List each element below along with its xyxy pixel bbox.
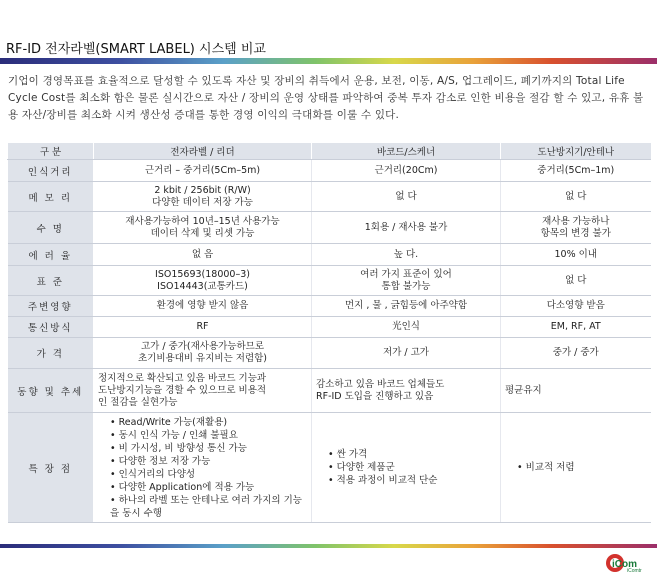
row-label: 인식거리 <box>8 160 94 182</box>
list-item: • 인식거리의 다양성 <box>110 468 307 481</box>
cell-barcode: 光인식 <box>312 317 501 338</box>
table-row <box>8 296 651 317</box>
row-label: 주변영향 <box>8 296 94 317</box>
row-label: 수 명 <box>8 212 94 244</box>
cell-barcode-features <box>312 413 501 523</box>
cell-barcode: 근거리(20Cm) <box>312 160 501 182</box>
row-label: 특 장 점 <box>8 413 94 523</box>
table-row <box>8 160 651 182</box>
list-item: • 하나의 라벨 또는 안테나로 여러 가지의 기능을 동시 수행 <box>110 494 307 520</box>
row-label: 표 준 <box>8 266 94 296</box>
cell-rfid: 재사용가능하여 10년–15년 사용가능 데이터 삭제 및 리셋 가능 <box>94 212 312 244</box>
cell-antitheft: 10% 이내 <box>501 244 651 266</box>
cell-rfid: 근거리 – 중거리(5Cm–5m) <box>94 160 312 182</box>
cell-rfid: 고가 / 중가(재사용가능하므로 초기비용대비 유지비는 저렴함) <box>94 338 312 369</box>
cell-rfid: RF <box>94 317 312 338</box>
table-row <box>8 338 651 369</box>
list-item: • 다양한 제품군 <box>328 461 496 474</box>
cell-rfid: ISO15693(18000–3) ISO14443(교통카드) <box>94 266 312 296</box>
cell-barcode: 없 다 <box>312 182 501 212</box>
intro-paragraph: 기업이 경영목표를 효율적으로 달성할 수 있도록 자산 및 장비의 취득에서 운용, 보전, 이동, A/S, 업그레이드, 폐기까지의 Total Life Cycle Cost를 최소화 함은 물론 실시간으로 자산 / 장비의 운영 상태를 파악하여 중복 투자 감소로 인한 비용을 절감 할 수 있고, 유휴 불용 자산/장비를 최소화 시켜 생산성 증대를 통한 경영 이익의 극대화를 이룰 수 있다. <box>8 75 644 121</box>
table-row <box>8 244 651 266</box>
cell-barcode: 여러 가지 표준이 있어 통합 불가능 <box>312 266 501 296</box>
cell-antitheft: 평균유지 <box>501 369 651 413</box>
cell-rfid: 환경에 영향 받지 않음 <box>94 296 312 317</box>
table-header-row <box>8 143 651 160</box>
comparison-table <box>7 143 651 523</box>
logo-subtext: iComtr <box>627 568 642 574</box>
table-row <box>8 212 651 244</box>
list-item: • 비 가시성, 비 방향성 통신 가능 <box>110 442 307 455</box>
list-item: • 싼 가격 <box>328 448 496 461</box>
table-row <box>8 266 651 296</box>
cell-rfid-features <box>94 413 312 523</box>
cell-antitheft: 중거리(5Cm–1m) <box>501 160 651 182</box>
row-label: 가 격 <box>8 338 94 369</box>
icom-logo <box>605 548 655 574</box>
cell-barcode: 저가 / 고가 <box>312 338 501 369</box>
header-divider-bar <box>0 58 657 64</box>
table-row <box>8 369 651 413</box>
cell-barcode: 감소하고 있음 바코드 업체들도 RF-ID 도입을 진행하고 있음 <box>312 369 501 413</box>
list-item: • 동시 인식 가능 / 인쇄 불필요 <box>110 429 307 442</box>
list-item: • 비교적 저렴 <box>517 461 647 474</box>
row-label: 동향 및 추세 <box>8 369 94 413</box>
cell-rfid: 정지적으로 확산되고 있음 바코드 기능과 도난방지기능을 경할 수 있으므로 비용적 인 절감을 실현가능 <box>94 369 312 413</box>
cell-rfid: 2 kbit / 256bit (R/W) 다양한 데이터 저장 가능 <box>94 182 312 212</box>
cell-antitheft-features <box>501 413 651 523</box>
list-item: • Read/Write 가능(재활용) <box>110 416 307 429</box>
cell-antitheft: EM, RF, AT <box>501 317 651 338</box>
list-item: • 다양한 정보 저장 가능 <box>110 455 307 468</box>
cell-antitheft: 없 다 <box>501 266 651 296</box>
page-title: RF-ID 전자라벨(SMART LABEL) 시스템 비교 <box>6 42 266 57</box>
table-row <box>8 317 651 338</box>
list-item: • 다양한 Application에 적용 가능 <box>110 481 307 494</box>
row-label: 에 러 율 <box>8 244 94 266</box>
row-label: 메 모 리 <box>8 182 94 212</box>
header-barcode: 바코드/스케너 <box>312 143 501 160</box>
header-rfid: 전자라벨 / 리더 <box>94 143 312 160</box>
logo-text: iCom <box>612 559 637 570</box>
table-row <box>8 182 651 212</box>
header-category: 구 분 <box>8 143 94 160</box>
cell-antitheft: 없 다 <box>501 182 651 212</box>
cell-barcode: 높 다. <box>312 244 501 266</box>
list-item: • 적용 과정이 비교적 단순 <box>328 474 496 487</box>
cell-rfid: 없 음 <box>94 244 312 266</box>
row-label: 통신방식 <box>8 317 94 338</box>
cell-antitheft: 다소영향 받음 <box>501 296 651 317</box>
cell-barcode: 1회용 / 재사용 불가 <box>312 212 501 244</box>
cell-antitheft: 재사용 가능하나 항목의 변경 불가 <box>501 212 651 244</box>
header-antitheft: 도난방지기/안테나 <box>501 143 651 160</box>
cell-barcode: 먼지 , 물 , 긁힘등에 아주약함 <box>312 296 501 317</box>
footer-divider-bar <box>0 544 657 548</box>
table-row-features <box>8 413 651 523</box>
cell-antitheft: 중가 / 중가 <box>501 338 651 369</box>
